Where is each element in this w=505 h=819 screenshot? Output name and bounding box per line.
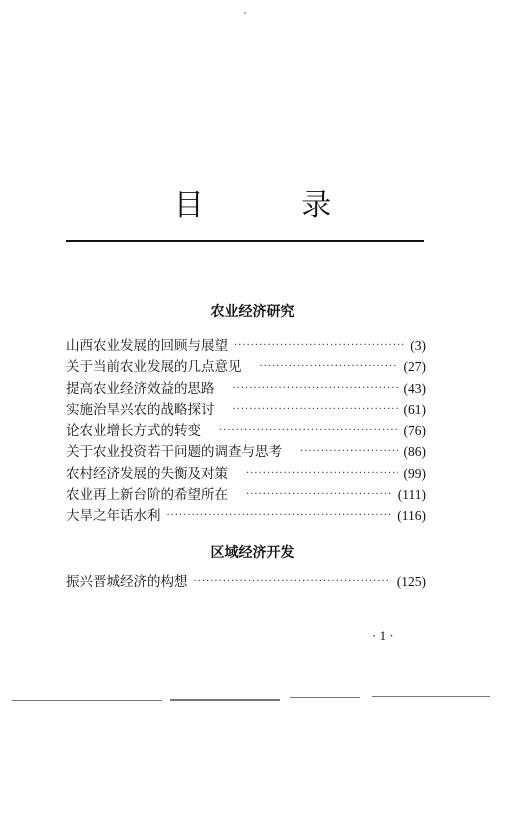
toc-leader [219,425,398,436]
toc-list-regional [66,570,426,591]
toc-entry[interactable] [66,462,426,483]
toc-entry-title: 山西农业发展的回顾与展望 [66,338,228,354]
toc-entry-title: 大旱之年话水利 [66,508,161,525]
toc-entry[interactable] [66,419,426,440]
scan-line [12,700,162,701]
toc-entry[interactable] [66,440,426,461]
scan-speck [244,12,246,14]
toc-entry-page: (43) [403,380,426,396]
toc-entry-title: 论农业增长方式的转变 [66,423,201,440]
toc-entry-title: 提高农业经济效益的思路 [66,380,215,397]
toc-entry-page: (76) [403,423,426,439]
toc-leader [234,340,404,351]
toc-leader [300,446,398,457]
scan-line [170,699,280,701]
toc-leader [246,489,392,500]
title-rule [66,240,424,242]
toc-entry-page: (61) [403,401,426,417]
toc-leader [246,468,398,479]
toc-entry[interactable] [66,398,426,419]
toc-entry-title: 关于农业投资若干问题的调查与思考 [66,444,282,461]
toc-entry-page: (3) [410,338,426,353]
toc-entry[interactable] [66,355,426,376]
toc-entry-page: (86) [403,444,426,460]
toc-leader [233,404,398,415]
toc-entry-page: (99) [403,465,426,481]
toc-leader [167,510,392,521]
page-title: 目 录 [173,188,376,224]
toc-entry-page: (111) [397,487,426,503]
toc-entry[interactable] [66,483,426,504]
toc-entry-title: 振兴晋城经济的构想 [66,574,188,590]
scan-line [372,696,490,697]
toc-entry-title: 关于当前农业发展的几点意见 [66,359,242,376]
toc-entry-page: (125) [396,574,426,589]
toc-leader [233,383,398,394]
page-number: · 1 · [372,628,394,643]
toc-entry[interactable] [66,504,426,525]
toc-entry-title: 实施治旱兴农的战略探讨 [66,401,215,418]
toc-entry-page: (27) [403,359,426,375]
toc-entry-page: (116) [397,508,426,524]
toc-leader [260,361,398,372]
toc-list-agriculture [66,334,426,526]
section-heading-regional: 区域经济开发 [210,545,295,561]
toc-entry[interactable] [66,570,426,591]
toc-leader [194,576,391,587]
toc-entry[interactable] [66,377,426,398]
toc-entry-title: 农村经济发展的失衡及对策 [66,465,228,482]
toc-entry[interactable] [66,334,426,355]
scan-line [290,697,360,698]
toc-entry-title: 农业再上新台阶的希望所在 [66,487,228,504]
section-heading-agriculture: 农业经济研究 [210,304,295,320]
